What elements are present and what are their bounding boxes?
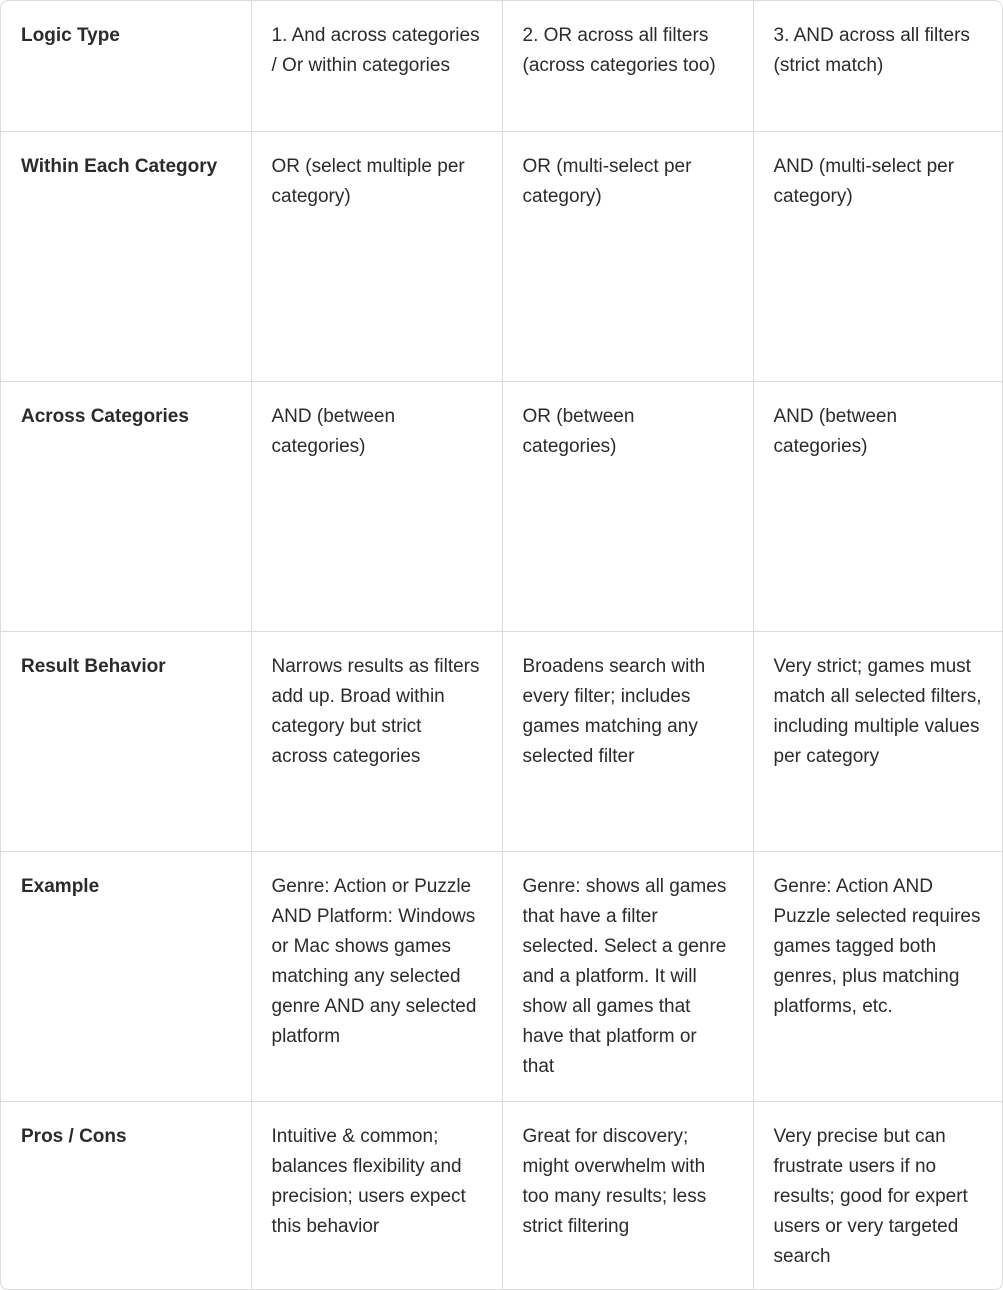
row-header-example: Example	[1, 851, 251, 1101]
table-row-logic-type	[1, 1, 1002, 131]
table-row-pros-cons	[1, 1101, 1002, 1289]
row-header-across-categories: Across Categories	[1, 381, 251, 631]
cell-example-option-1	[251, 851, 502, 1101]
cell-across-categories-option-2: OR (between categories)	[502, 381, 753, 631]
cell-within-category-option-3: AND (multi-select per category)	[753, 131, 1002, 381]
table-row-across-categories	[1, 381, 1002, 631]
cell-logic-type-option-1: 1. And across categories / Or within categories	[251, 1, 502, 131]
table-row-example	[1, 851, 1002, 1101]
cell-across-categories-option-3: AND (between categories)	[753, 381, 1002, 631]
cell-pros-cons-option-3: Very precise but can frustrate users if no results; good for expert users or very targeted search	[773, 1125, 968, 1267]
row-header-logic-type: Logic Type	[1, 1, 251, 131]
cell-pros-cons-option-1: Intuitive & common; balances flexibility and precision; users expect this behavior	[251, 1101, 502, 1289]
row-header-within-each-category: Within Each Category	[1, 131, 251, 381]
table-row-within-each-category	[1, 131, 1002, 381]
filter-logic-comparison-table	[1, 1, 1002, 1289]
cell-logic-type-option-2: 2. OR across all filters (across categories too)	[502, 1, 753, 131]
cell-result-behavior-option-3: Very strict; games must match all selected filters, including multiple values per category	[753, 631, 1002, 851]
cell-example-option-1-text: Genre: Action or Puzzle AND Platform: Windows or Mac shows games matching any selected genre AND any selected platform	[271, 875, 477, 1047]
cell-across-categories-option-1: AND (between categories)	[251, 381, 502, 631]
cell-result-behavior-option-2: Broadens search with every filter; includes games matching any selected filter	[502, 631, 753, 851]
row-header-result-behavior: Result Behavior	[1, 631, 251, 851]
cell-example-option-3	[753, 851, 1002, 1101]
row-header-pros-cons: Pros / Cons	[1, 1101, 251, 1289]
table-row-result-behavior	[1, 631, 1002, 851]
cell-within-category-option-2: OR (multi-select per category)	[502, 131, 753, 381]
cell-logic-type-option-3: 3. AND across all filters (strict match)	[753, 1, 1002, 131]
cell-example-option-2	[502, 851, 753, 1101]
cell-result-behavior-option-1: Narrows results as filters add up. Broad within category but strict across categories	[251, 631, 502, 851]
cell-example-option-2-text: Genre: shows all games that have a filter selected. Select a genre and a platform. It will show all games that have that platform or that	[522, 875, 727, 1077]
cell-within-category-option-1: OR (select multiple per category)	[251, 131, 502, 381]
cell-pros-cons-option-2: Great for discovery; might overwhelm with too many results; less strict filtering	[502, 1101, 753, 1289]
cell-example-option-3-text: Genre: Action AND Puzzle selected requires games tagged both genres, plus matching platforms, etc.	[773, 875, 981, 1017]
